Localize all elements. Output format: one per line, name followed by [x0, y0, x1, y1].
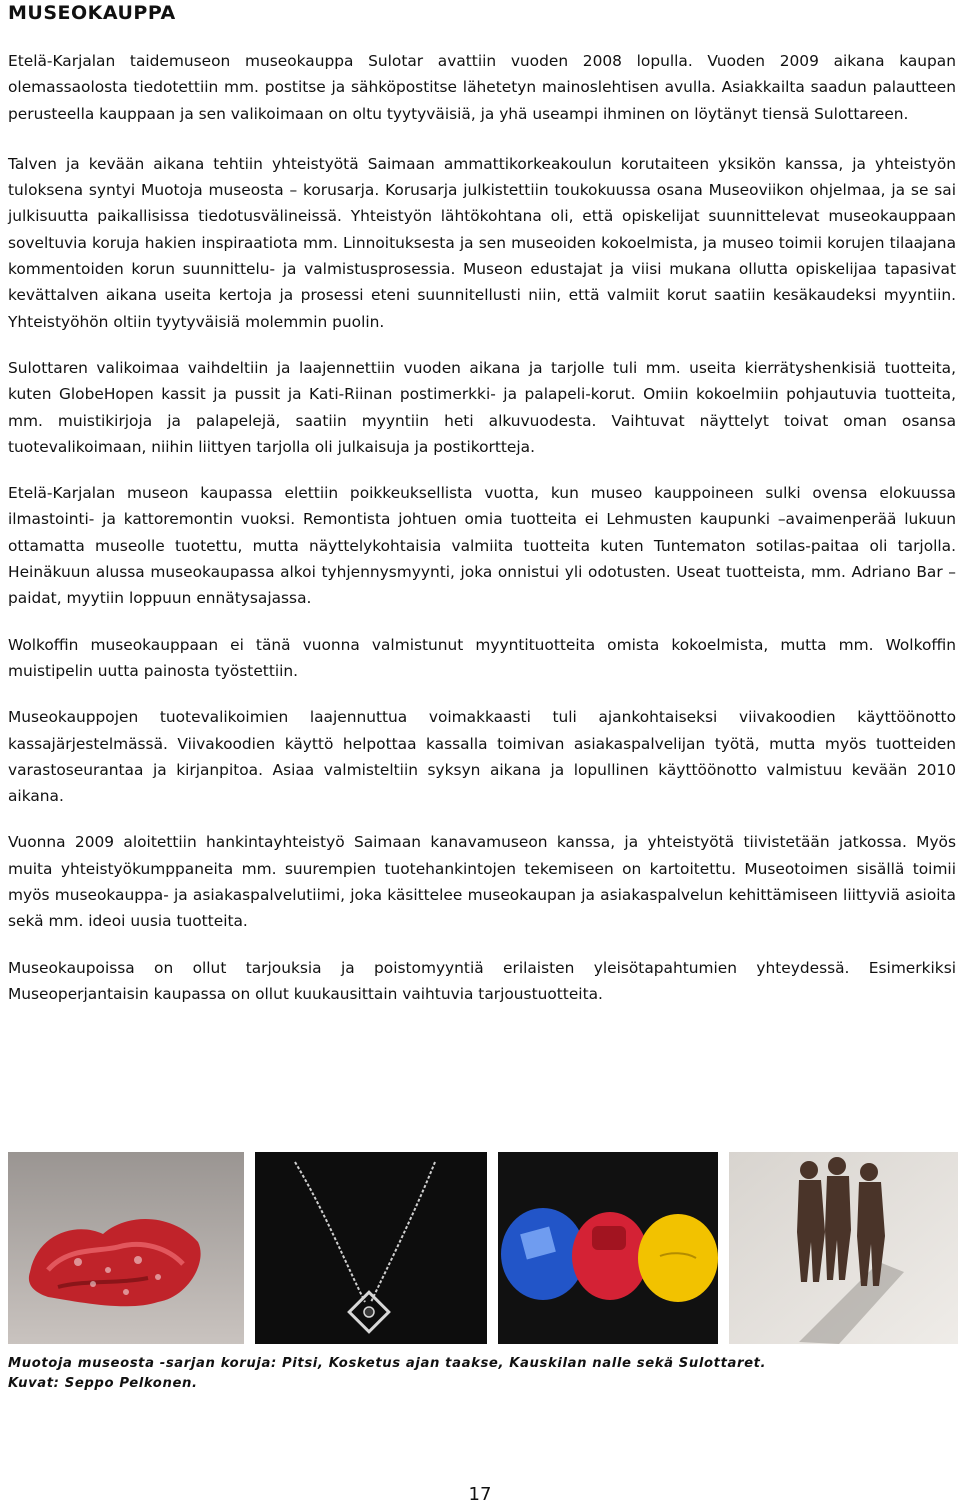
- paragraph-6: Museokauppojen tuotevalikoimien laajennuttua voimakkaasti tuli ajankohtaiseksi viivakoodien käyttöönotto kassajärjestelmässä. Viivakoodien käyttö helpottaa kassalla toimivan asiakaspalvelijan työtä, mutta myös tuotteiden varastoseurantaa ja kirjanpitoa. Asiaa valmisteltiin syksyn aikana ja lopullinen käyttöönotto valmistuu kevään 2010 aikana.: [8, 708, 956, 806]
- photo-necklace: [255, 1152, 487, 1344]
- paragraph-4: Etelä-Karjalan museon kaupassa elettiin poikkeuksellista vuotta, kun museo kauppoineen sulki ovensa elokuussa ilmastointi- ja kattoremontin vuoksi. Remontista johtuen omia tuotteita ei Lehmusten kaupunki –avaimenperää lukuun ottamatta museolle tuotettu, mutta näyttelykohtaisia valmiita tuotteita kuten Tuntematon sotilas-paitaa oli tarjolla. Heinäkuun alussa museokaupassa alkoi tyhjennysmyynti, joka onnistui yli odotusten. Useat tuotteista, mm. Adriano Bar –paidat, myytiin loppuun ennätysajassa.: [8, 484, 956, 608]
- paragraph-3: Sulottaren valikoimaa vaihdeltiin ja laajennettiin vuoden aikana ja tarjolle tuli mm. useita kierrätyshenkisiä tuotteita, kuten GlobeHopen kassit ja pussit ja Kati-Riinan postimerkki- ja palapeli-korut. Omiin kokoelmiin pohjautuvia tuotteita, mm. muistikirjoja ja palapelejä, saatiin myyntiin heti alkuvuodesta. Vaihtuvat näyttelyt toivat oman osansa tuotevalikoimaan, niihin liittyen tarjolla oli julkaisuja ja postikortteja.: [8, 358, 956, 456]
- paragraph-7: Vuonna 2009 aloitettiin hankintayhteistyö Saimaan kanavamuseon kanssa, ja yhteistyötä tiivistetään jatkossa. Myös muita yhteistyökumppaneita mm. suurempien tuotehankintojen tekemiseen on kartoitettu. Museotoimen sisällä toimii myös museokauppa- ja asiakaspalvelutiimi, joka käsittelee museokaupan ja asiakaspalvelun kehittämiseen liittyviä asioita sekä mm. ideoi uusia tuotteita.: [8, 833, 956, 931]
- paragraph-2: Talven ja kevään aikana tehtiin yhteistyötä Saimaan ammattikorkeakoulun korutaiteen yksikön kanssa, ja yhteistyön tuloksena syntyi Muotoja museosta – korusarja. Korusarja julkistettiin toukokuussa osana Museoviikon ohjelmaa, ja se sai julkisuutta paikallisissa tiedotusvälineissä. Yhteistyön lähtökohtana oli, että opiskelijat suunnittelevat museokauppaan soveltuvia koruja hakien inspiraatiota mm. Linnoituksesta ja sen museoiden kokoelmista, ja museo toimii korujen tilaajana kommentoiden korun suunnittelu- ja valmistusprosessia. Museon edustajat ja viisi mukana ollutta opiskelijaa tapasivat kevättalven aikana useita kertoja ja prosessi eteni suunnitellusti niin, että valmiit korut saatiin kesäkaudeksi myyntiin. Yhteistyöhön oltiin tyytyväisiä molemmin puolin.: [8, 154, 956, 331]
- photo-figure-silhouettes: [729, 1152, 958, 1344]
- page-title: MUSEOKAUPPA: [8, 2, 176, 24]
- photo-red-lace-jewelry: [8, 1152, 244, 1344]
- paragraph-1: Etelä-Karjalan taidemuseon museokauppa Sulotar avattiin vuoden 2008 lopulla. Vuoden 2009 aikana kaupan olemassaolosta tiedotettiin mm. postitse ja sähköpostitse lähetetyn mainoslehtisen avulla. Asiakkailta saadun palautteen perusteella kauppaan ja sen valikoimaan on oltu tyytyväisiä, ja yhä useampi ihminen on löytänyt tiensä Sulottareen.: [8, 52, 956, 123]
- photo-strip: [8, 1152, 958, 1344]
- photo-caption: [8, 1354, 948, 1394]
- article-body: [8, 48, 956, 1027]
- caption-line-1: Muotoja museosta -sarjan koruja: Pitsi, Kosketus ajan taakse, Kauskilan nalle sekä Sulottaret.: [8, 1356, 767, 1371]
- caption-line-2: Kuvat: Seppo Pelkonen.: [8, 1376, 198, 1391]
- photo-colored-rings: [498, 1152, 718, 1344]
- paragraph-8: Museokaupoissa on ollut tarjouksia ja poistomyyntiä erilaisten yleisötapahtumien yhteydessä. Esimerkiksi Museoperjantaisin kaupassa on ollut kuukausittain vaihtuvia tarjoustuotteita.: [8, 958, 956, 1003]
- page-number: 17: [468, 1484, 492, 1505]
- paragraph-5: Wolkoffin museokauppaan ei tänä vuonna valmistunut myyntituotteita omista kokoelmista, mutta mm. Wolkoffin muistipelin uutta painosta työstettiin.: [8, 635, 956, 680]
